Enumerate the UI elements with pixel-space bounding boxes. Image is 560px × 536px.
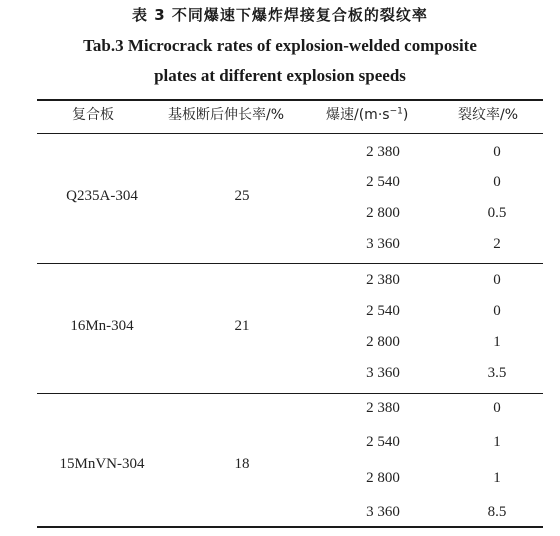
table-bottom-rule — [37, 526, 543, 528]
crack-rate-value: 0 — [493, 400, 501, 416]
elongation-value: 18 — [234, 456, 250, 472]
crack-rate-value: 1 — [493, 434, 501, 450]
speed-value: 2 800 — [366, 334, 400, 350]
elongation-value: 21 — [234, 318, 250, 334]
table-top-rule — [37, 99, 543, 101]
crack-rate-value: 1 — [493, 470, 501, 486]
speed-value: 3 360 — [366, 365, 400, 381]
table-title-english-line2: plates at different explosion speeds — [154, 66, 406, 85]
crack-rate-value: 0 — [493, 272, 501, 288]
speed-value: 3 360 — [366, 504, 400, 520]
header-speed-suffix: ) — [402, 107, 409, 123]
header-elongation: 基板断后伸长率/% — [168, 107, 285, 123]
crack-rate-value: 1 — [493, 334, 501, 350]
header-speed-prefix: 爆速/(m·s — [326, 107, 390, 123]
plate-name: 16Mn-304 — [70, 318, 134, 334]
crack-rate-value: 0.5 — [487, 205, 507, 221]
speed-value: 2 800 — [366, 470, 400, 486]
group-divider — [37, 393, 543, 394]
crack-rate-value: 3.5 — [487, 365, 507, 381]
crack-rate-value: 0 — [493, 303, 501, 319]
header-plate: 复合板 — [72, 107, 114, 123]
crack-rate-value: 2 — [493, 236, 501, 252]
speed-value: 2 540 — [366, 174, 400, 190]
speed-value: 2 540 — [366, 434, 400, 450]
crack-rate-value: 0 — [493, 174, 501, 190]
header-speed-exponent: −1 — [389, 106, 403, 117]
header-crack-rate: 裂纹率/% — [458, 107, 519, 123]
speed-value: 2 380 — [366, 400, 400, 416]
crack-rate-value: 0 — [493, 144, 501, 160]
table-title-chinese: 表 3 不同爆速下爆炸焊接复合板的裂纹率 — [132, 6, 428, 24]
header-speed — [326, 104, 408, 124]
group-divider — [37, 263, 543, 264]
plate-name: 15MnVN-304 — [59, 456, 145, 472]
table-title-english-line1: Tab.3 Microcrack rates of explosion-welded composite — [83, 36, 477, 55]
speed-value: 3 360 — [366, 236, 400, 252]
speed-value: 2 800 — [366, 205, 400, 221]
plate-name: Q235A-304 — [66, 188, 138, 204]
speed-value: 2 380 — [366, 272, 400, 288]
speed-value: 2 380 — [366, 144, 400, 160]
speed-value: 2 540 — [366, 303, 400, 319]
header-rule — [37, 133, 543, 134]
elongation-value: 25 — [234, 188, 250, 204]
crack-rate-value: 8.5 — [487, 504, 507, 520]
